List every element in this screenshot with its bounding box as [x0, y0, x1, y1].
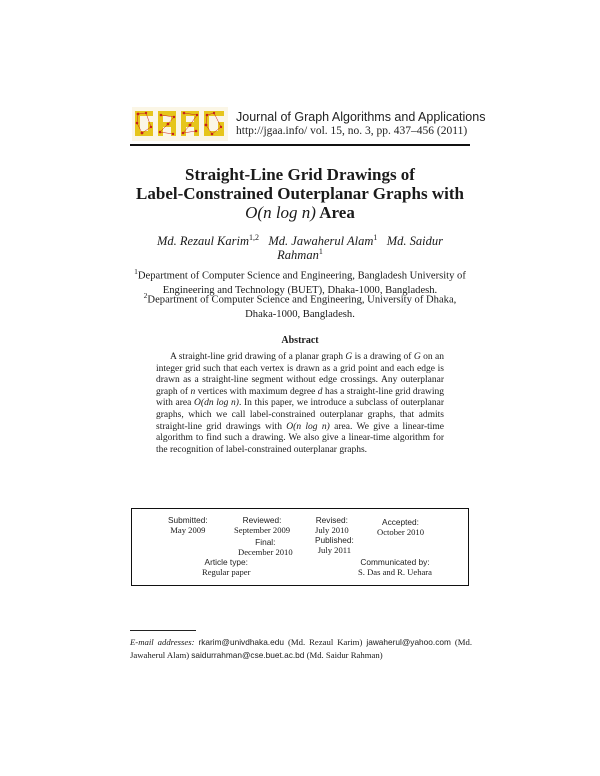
abstract-heading: Abstract	[281, 335, 319, 346]
submitted-value: May 2009	[170, 525, 206, 535]
abstract-text-7: area. We give a linear-time algorithm to find such a drawing. We also give a linear-time algorithm for the recognition of label-constrained outerplanar graphs.	[156, 421, 445, 455]
abstract-text-4: vertices with maximum degree	[197, 386, 316, 397]
article-type-value: Regular paper	[202, 567, 251, 577]
abstract-var-d: d	[317, 386, 323, 397]
author-rahman-last: Rahman	[277, 248, 319, 263]
footnote-rule	[130, 630, 196, 631]
communicated-cell	[358, 557, 432, 577]
final-cell	[238, 537, 293, 557]
title-math: O(n log n)	[245, 203, 316, 222]
journal-name: Journal of Graph Algorithms and Applications	[236, 110, 486, 124]
accepted-label: Accepted:	[382, 517, 419, 527]
abstract-text	[156, 352, 444, 456]
affiliation-2-sup: 2	[143, 291, 148, 300]
reviewed-value: September 2009	[234, 525, 291, 535]
communicated-label: Communicated by:	[360, 557, 430, 567]
article-dates-box	[131, 508, 469, 586]
abstract-text-5: has a straight-line grid drawing with area	[156, 386, 445, 409]
title-area-word: Area	[319, 203, 355, 222]
email-rahman-name: (Md. Saidur Rahman)	[306, 649, 383, 660]
final-value: December 2010	[238, 547, 293, 557]
revised-cell	[315, 515, 349, 535]
email-label: E-mail addresses:	[130, 637, 195, 647]
paper-title-line-1: Straight-Line Grid Drawings of	[185, 165, 415, 184]
affiliation-2	[130, 289, 470, 322]
accepted-value: October 2010	[377, 527, 425, 537]
email-karim-name: (Md. Rezaul Karim)	[287, 637, 363, 647]
accepted-cell	[377, 517, 424, 537]
published-value: July 2011	[317, 545, 352, 555]
email-footnote	[130, 636, 472, 661]
affiliation-2-line-2: Dhaka-1000, Bangladesh.	[245, 308, 355, 320]
abstract-text-2: is a drawing of	[354, 352, 412, 362]
abstract-var-g: G	[345, 352, 353, 362]
paper-title-line-3	[100, 203, 500, 222]
abstract-math-2: O(n log n)	[286, 421, 330, 432]
journal-citation: http://jgaa.info/ vol. 15, no. 3, pp. 437–456 (2011)	[236, 125, 468, 137]
journal-logo	[132, 107, 228, 141]
revised-value: July 2010	[315, 525, 349, 535]
abstract-math-1: O(dn log n)	[194, 398, 239, 409]
submitted-label: Submitted:	[168, 515, 208, 525]
header-rule	[130, 144, 470, 146]
final-label: Final:	[255, 537, 276, 547]
author-rahman-sup: 1	[318, 247, 323, 256]
abstract-text-3: on an integer grid such that each vertex is drawn as a grid point and each edge is drawn as a straight-line segment without edge crossings. Any outerplanar graph of	[156, 352, 445, 397]
email-rahman[interactable]: saidurrahman@cse.buet.ac.bd	[191, 649, 305, 660]
affiliation-2-line-1: Department of Computer Science and Engineering, University of Dhaka,	[147, 294, 457, 306]
abstract-var-g2: G	[413, 352, 421, 362]
email-alam-name: (Md. Jawaherul Alam)	[130, 637, 473, 660]
published-cell	[315, 535, 354, 555]
author-alam: Md. Jawaherul Alam	[268, 234, 374, 249]
submitted-cell	[168, 515, 208, 535]
abstract-text-1: A straight-line grid drawing of a planar graph	[170, 352, 343, 362]
communicated-value: S. Das and R. Uehara	[358, 567, 432, 577]
author-karim: Md. Rezaul Karim	[157, 234, 250, 249]
paper-title-line-2: Label-Constrained Outerplanar Graphs with	[136, 184, 464, 203]
author-karim-sup: 1,2	[249, 233, 260, 242]
affiliation-1-line-1: Department of Computer Science and Engineering, Bangladesh University of	[137, 270, 466, 282]
email-karim[interactable]: rkarim@univdhaka.edu	[198, 637, 284, 647]
reviewed-cell	[234, 515, 290, 535]
author-rahman-first: Md. Saidur	[386, 234, 443, 249]
revised-label: Revised:	[315, 515, 348, 525]
abstract-text-6: . In this paper, we introduce a subclass of outerplanar graphs, which we call label-constrained outerplanar graphs, that admits straight-line grid drawings with	[156, 398, 445, 432]
email-alam[interactable]: jawaherul@yahoo.com	[366, 637, 451, 647]
journal-logo-graphic	[132, 107, 228, 141]
published-label: Published:	[315, 535, 354, 545]
reviewed-label: Reviewed:	[242, 515, 282, 525]
article-type-label: Article type:	[204, 557, 248, 567]
affiliation-1-line-2: Engineering and Technology (BUET), Dhaka-1000, Bangladesh.	[162, 284, 438, 296]
author-line-2	[100, 244, 500, 263]
article-type-cell	[202, 557, 250, 577]
author-alam-sup: 1	[373, 233, 378, 242]
affiliation-1-sup: 1	[134, 267, 138, 276]
abstract-var-n: n	[190, 386, 196, 397]
